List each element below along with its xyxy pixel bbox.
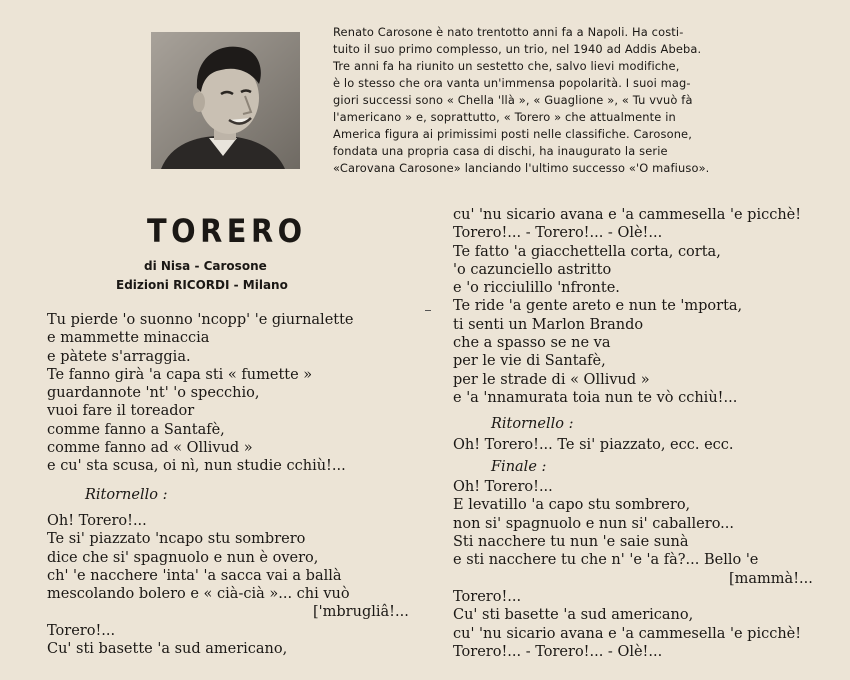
lyric-line: dice che si' spagnuolo e nun è overo, (47, 549, 319, 566)
biography-paragraph (333, 24, 819, 177)
lyric-line: Sti nacchere tu nun 'e saie sunà (453, 534, 689, 551)
lyric-line: e pàtete s'arraggia. (47, 348, 191, 365)
lyrics-left-column (47, 311, 409, 658)
lyrics-right-column (453, 206, 813, 661)
lyric-line: guardannote 'nt' 'o specchio, (47, 385, 260, 402)
song-authors: di Nisa - Carosone (144, 259, 267, 273)
lyric-line: Cu' sti basette 'a sud americano, (47, 641, 288, 658)
lyric-line: Oh! Torero!... Te si' piazzato, ecc. ecc. (453, 436, 734, 453)
lyric-line: e mammette minaccia (47, 330, 210, 347)
lyric-line: Torero!... - Torero!... - Olè!... (453, 643, 663, 660)
lyric-line: ti senti un Marlon Brando (453, 316, 644, 333)
lyric-line-continuation: ['mbrugliâ!... (313, 604, 409, 621)
bio-line: giori successi sono « Chella 'llà », « Guaglione », « Tu vvuò fà (333, 93, 693, 107)
lyric-line: 'o cazunciello astritto (453, 261, 612, 278)
lyric-line: e sti nacchere tu che n' 'e 'a fà?... Bello 'e (453, 552, 759, 569)
lyric-line: per le strade di « Ollivud » (453, 371, 650, 388)
ritornello-heading: Ritornello : (85, 486, 168, 503)
lyric-line: che a spasso se ne va (453, 335, 611, 352)
lyric-line: E levatillo 'a capo stu sombrero, (453, 497, 691, 514)
bio-line: è lo stesso che ora vanta un'immensa popolarità. I suoi mag- (333, 76, 691, 90)
lyric-line: per le vie di Santafè, (453, 353, 606, 370)
bio-line: l'americano » e, soprattutto, « Torero » che attualmente in (333, 110, 676, 124)
lyric-line: Tu pierde 'o suonno 'ncopp' 'e giurnalette (47, 312, 354, 328)
bio-line: America figura ai primissimi posti nelle classifiche. Carosone, (333, 127, 692, 141)
bio-line: fondata una propria casa di dischi, ha inaugurato la serie (333, 144, 668, 158)
song-title: TORERO (147, 212, 307, 250)
lyric-line: mescolando bolero e « cià-cià »... chi vuò (47, 586, 350, 603)
lyric-line: non si' spagnuolo e nun si' caballero... (453, 515, 734, 532)
lyric-line: ch' 'e nacchere 'inta' 'a sacca vai a ballà (47, 567, 342, 584)
song-publisher: Edizioni RICORDI - Milano (116, 278, 288, 292)
bio-line: «Carovana Carosone» lanciando l'ultimo successo «'O mafiuso». (333, 161, 710, 175)
lyric-line-continuation: [mammà!... (729, 570, 813, 587)
lyric-line: cu' 'nu sicario avana e 'a cammesella 'e picchè! (453, 207, 802, 223)
lyric-line: comme fanno ad « Ollivud » (47, 440, 253, 457)
lyric-line: Oh! Torero!... (47, 512, 147, 529)
lyric-line: e cu' sta scusa, oi nì, nun studie cchiù!... (47, 458, 346, 475)
carosone-portrait-photo (151, 32, 300, 169)
ritornello-heading: Ritornello : (491, 416, 574, 433)
lyric-line: vuoi fare il toreador (47, 403, 195, 420)
lyric-line: cu' 'nu sicario avana e 'a cammesella 'e picchè! (453, 625, 802, 642)
lyric-line: comme fanno a Santafè, (47, 421, 225, 438)
finale-heading: Finale : (491, 458, 547, 475)
lyric-line: Te ride 'a gente areto e nun te 'mporta, (453, 298, 743, 315)
lyric-line: Te fanno girà 'a capa sti « fumette » (47, 366, 313, 383)
lyric-line: Cu' sti basette 'a sud americano, (453, 607, 694, 624)
lyric-line: Oh! Torero!... (453, 479, 553, 496)
lyric-line: Torero!... (453, 588, 522, 605)
lyric-line: e 'o ricciulillo 'nfronte. (453, 280, 620, 297)
column-divider-mark (425, 310, 431, 311)
lyric-line: Torero!... - Torero!... - Olè!... (453, 225, 663, 242)
bio-line: Tre anni fa ha riunito un sestetto che, salvo lievi modifiche, (333, 59, 680, 73)
lyric-line: Torero!... (47, 622, 116, 639)
lyric-line: Te si' piazzato 'ncapo stu sombrero (47, 531, 306, 548)
bio-line: Renato Carosone è nato trentotto anni fa a Napoli. Ha costi- (333, 25, 684, 39)
lyric-line: e 'a 'nnamurata toia nun te vò cchiù!... (453, 389, 738, 406)
bio-line: tuito il suo primo complesso, un trio, nel 1940 ad Addis Abeba. (333, 42, 702, 56)
lyric-line: Te fatto 'a giacchettella corta, corta, (453, 243, 721, 260)
